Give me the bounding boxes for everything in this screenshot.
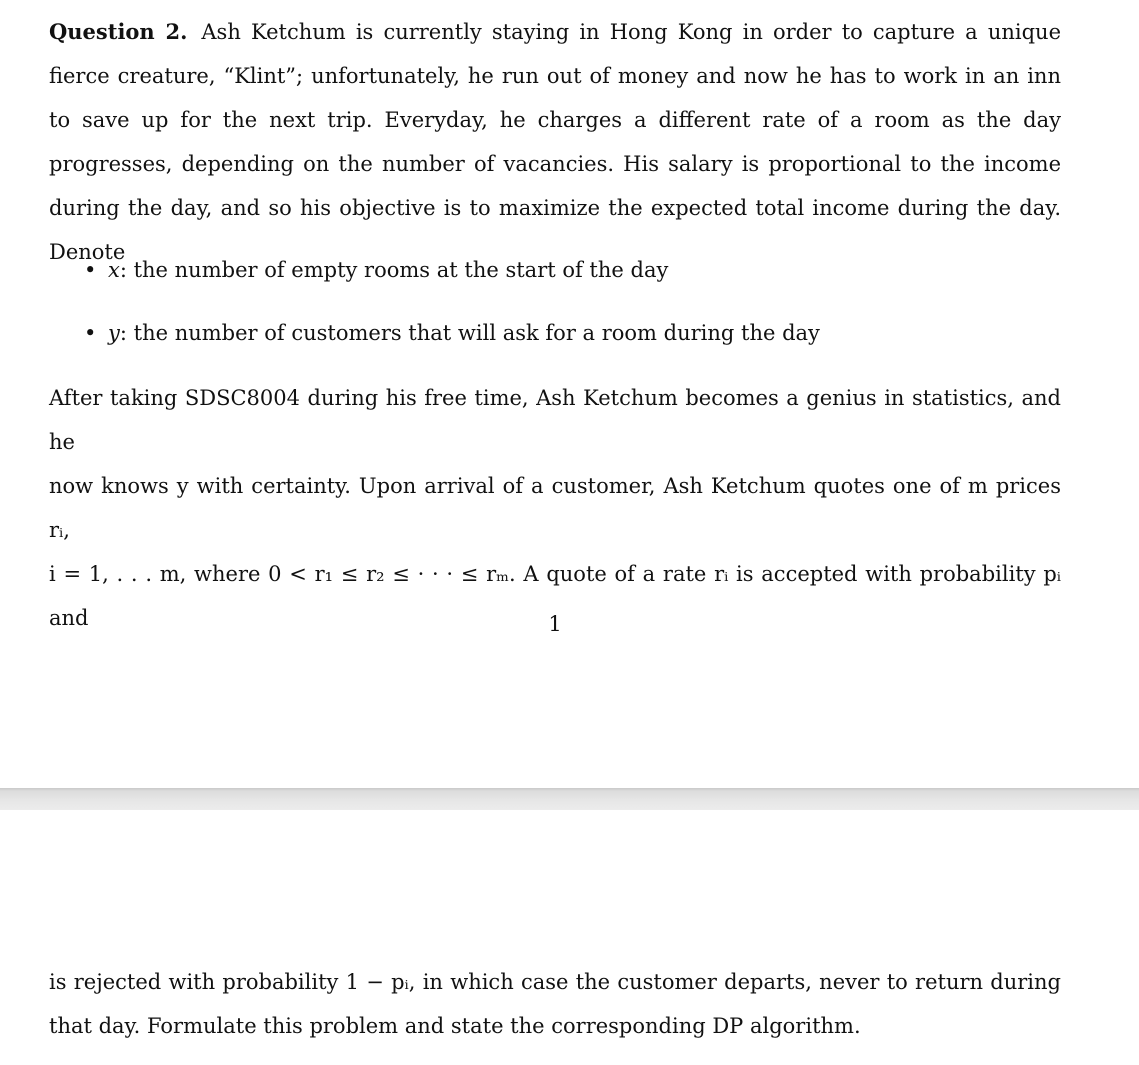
bullet-text: : the number of empty rooms at the start of the day [119,258,669,282]
question-paragraph [49,10,1061,274]
symbol-y: y [108,321,120,345]
paragraph-2 [49,376,1061,640]
paragraph-3: is rejected with probability 1 − pᵢ, in which case the customer departs, never to return during that day. Formulate this problem and state the corresponding DP algorithm. [49,970,1061,1038]
definitions-list [84,248,1064,374]
page-2 [0,810,1139,1065]
paragraph-2-line-3: i = 1, . . . m, where 0 < r₁ ≤ r₂ ≤ · · · ≤ rₘ. A quote of a rate rᵢ is accepted with probability pᵢ and [49,562,1061,630]
list-item [84,248,1064,311]
question-label: Question 2. [49,19,188,44]
page-separator [0,788,1139,810]
bullet-icon: • [84,321,97,345]
paragraph-2-line-1: After taking SDSC8004 during his free time, Ash Ketchum becomes a genius in statistics, and he [49,386,1061,454]
paragraph-2-line-2: now knows y with certainty. Upon arrival of a customer, Ash Ketchum quotes one of m prices rᵢ, [49,474,1061,542]
paragraph-1-text: Ash Ketchum is currently staying in Hong Kong in order to capture a unique fierce creature, “Klint”; unfortunately, he run out of money and now he has to work in an inn to save up for the next trip. Everyday, he charges a different rate of a room as the day progresses, depending on the number of vacancies. His salary is proportional to the income during the day, and so his objective is to maximize the expected total income during the day. Denote [49,20,1061,264]
page-number: 1 [548,612,562,636]
bullet-text: : the number of customers that will ask for a room during the day [119,321,820,345]
symbol-x: x [108,258,120,282]
list-item [84,311,1064,374]
bullet-icon: • [84,258,97,282]
